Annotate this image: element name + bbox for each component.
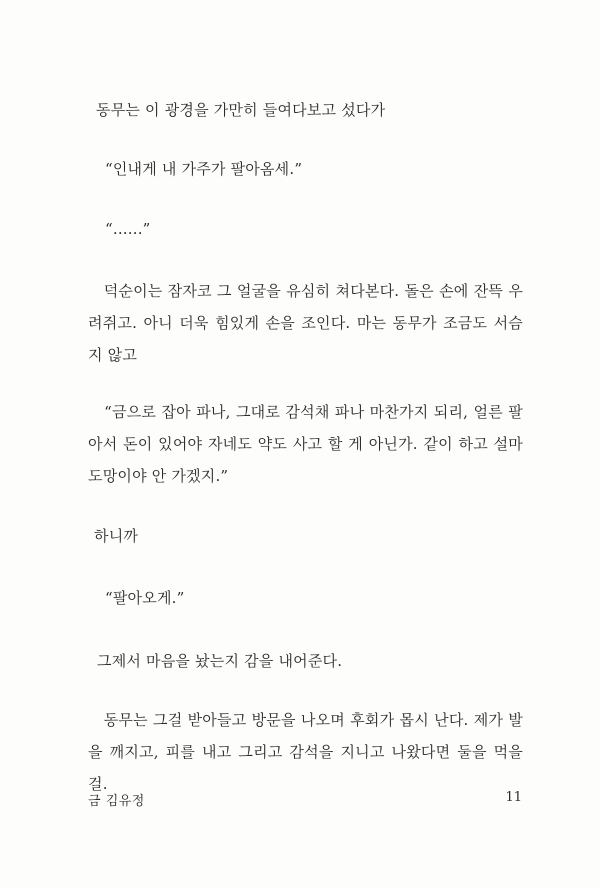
paragraph-3: “......” — [105, 220, 151, 238]
paragraph-6: 하니까 — [94, 527, 139, 545]
paragraph-2: “인내게 내 가주가 팔아옴세.” — [105, 160, 303, 178]
paragraph-4: 덕순이는 잠자코 그 얼굴을 유심히 쳐다본다. 돌은 손에 잔뜩 우려쥐고. 아니 더욱 힘있게 손을 조인다. 마는 동무가 조금도 서슴지 않고 — [88, 282, 524, 364]
paragraph-1: 동무는 이 광경을 가만히 들여다보고 섰다가 — [96, 101, 386, 119]
paragraph-5: “금으로 잡아 파나, 그대로 감석채 파나 마찬가지 되리, 얼른 팔아서 돈이 있어야 자네도 약도 사고 할 게 아닌가. 같이 하고 설마 도망이야 안 가겠지.” — [88, 403, 528, 485]
footer-book-title: 금 김유정 — [88, 794, 145, 809]
paragraph-7: “팔아오게.” — [105, 589, 185, 607]
paragraph-8: 그제서 마음을 놨는지 감을 내어준다. — [97, 652, 343, 670]
footer-page-number: 11 — [505, 790, 522, 805]
paragraph-9: 동무는 그걸 받아들고 방문을 나오며 후회가 몹시 난다. 제가 발을 깨지고, 피를 내고 그리고 감석을 지니고 나왔다면 둘을 먹을걸. — [88, 711, 524, 793]
